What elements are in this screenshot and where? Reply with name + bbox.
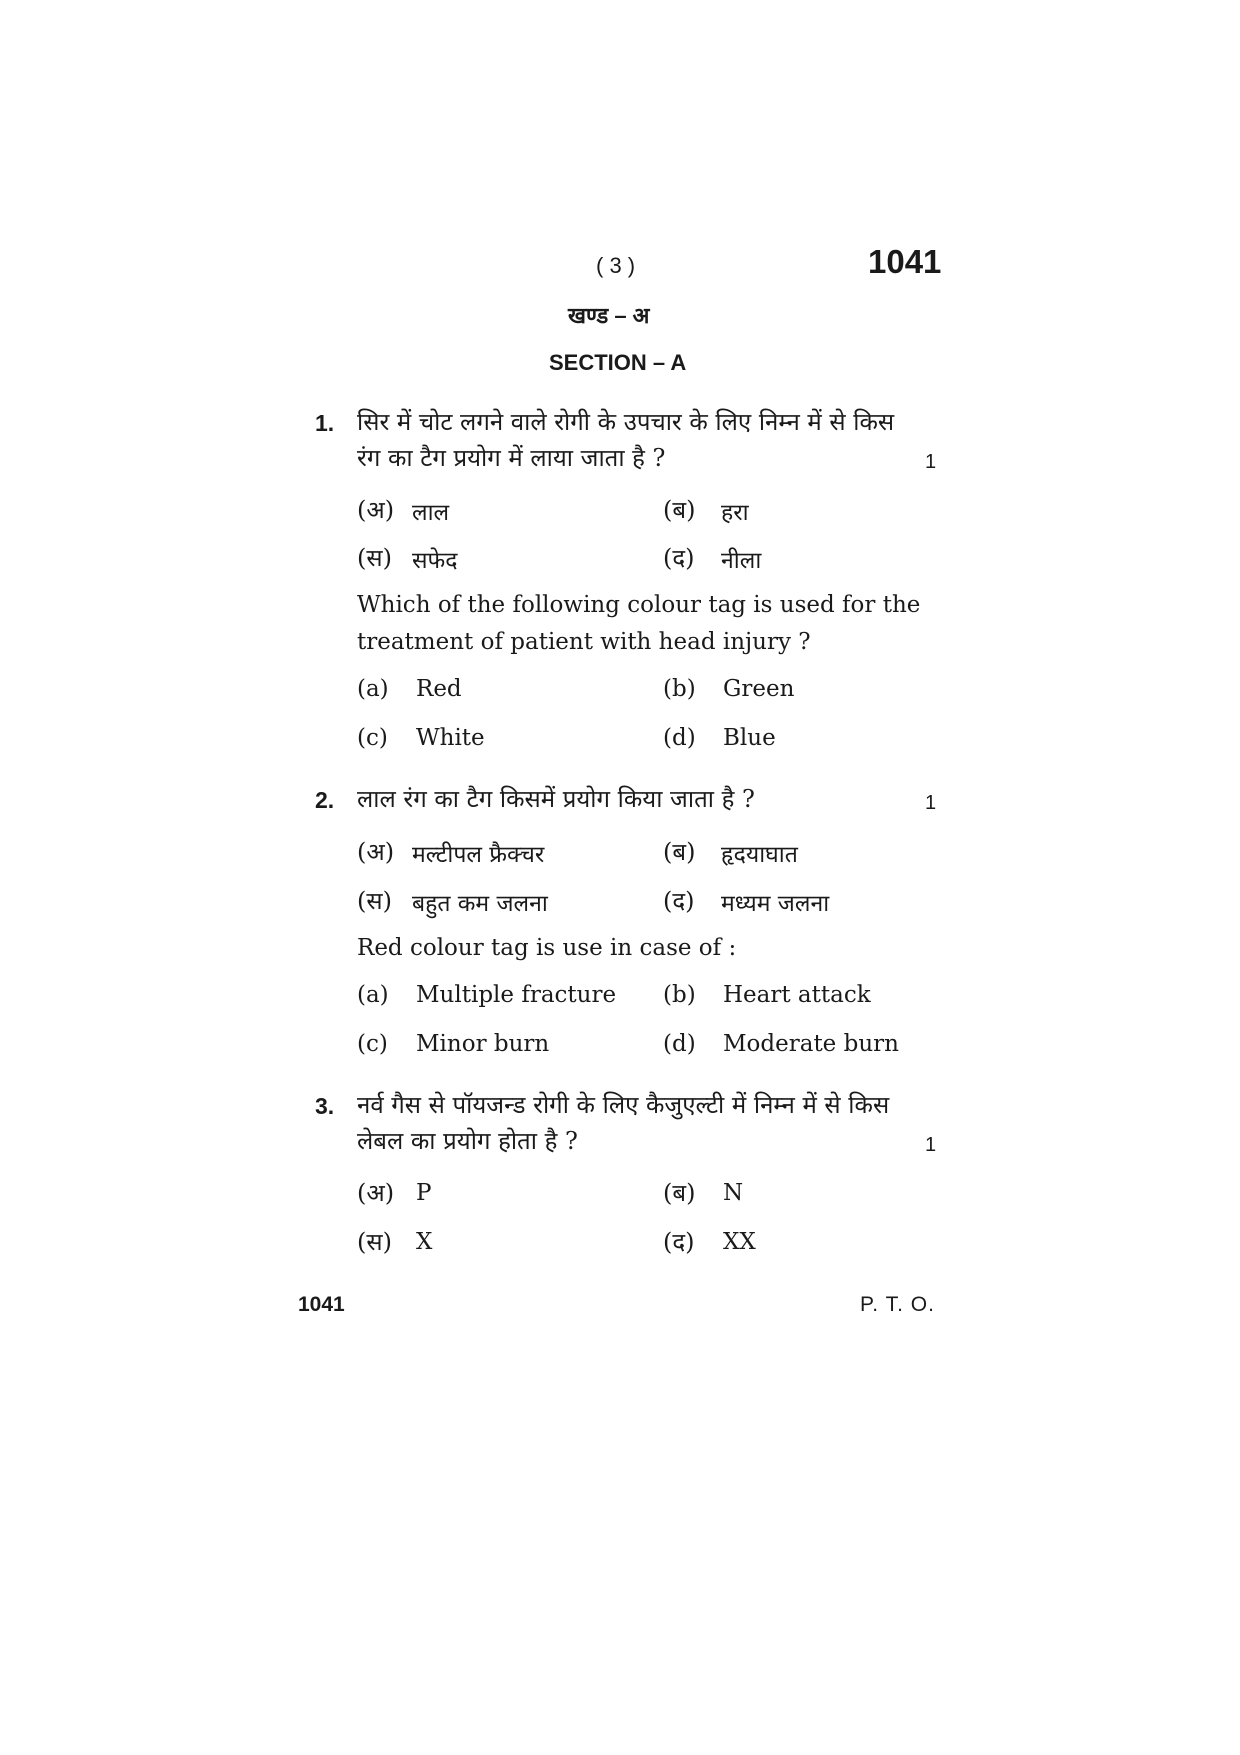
question-3-hindi-line1: नर्व गैस से पॉयजन्ड रोगी के लिए कैजुएल्टी में निम्न में से किस bbox=[357, 1091, 890, 1119]
question-2-hindi-option-c-label: (स) bbox=[357, 887, 392, 915]
question-1-english-option-c-label: (c) bbox=[357, 725, 388, 751]
question-2-english-option-c: Minor burn bbox=[416, 1031, 550, 1057]
question-3-hindi-option-b-label: (ब) bbox=[663, 1179, 696, 1207]
question-1-hindi-option-a-label: (अ) bbox=[357, 496, 395, 524]
question-3-number: 3. bbox=[315, 1093, 335, 1119]
question-2-hindi-option-b-label: (ब) bbox=[663, 838, 696, 866]
question-1-english-option-b-label: (b) bbox=[663, 676, 696, 702]
question-1-hindi-line2: रंग का टैग प्रयोग में लाया जाता है ? bbox=[357, 444, 666, 472]
question-3-hindi-option-c: X bbox=[416, 1229, 433, 1255]
question-1-english-option-b: Green bbox=[723, 676, 795, 702]
section-title-english: SECTION – A bbox=[549, 350, 687, 375]
paper-code-top: 1041 bbox=[868, 243, 942, 280]
question-1-marks: 1 bbox=[925, 451, 937, 473]
question-3-hindi-option-c-label: (स) bbox=[357, 1228, 392, 1256]
section-title-hindi: खण्ड – अ bbox=[568, 303, 650, 328]
question-3-marks: 1 bbox=[925, 1134, 937, 1156]
question-2-number: 2. bbox=[315, 787, 335, 813]
question-1-hindi-option-c-label: (स) bbox=[357, 544, 392, 572]
page-number: ( 3 ) bbox=[596, 253, 636, 278]
question-2-english-option-d-label: (d) bbox=[663, 1031, 696, 1057]
question-1-hindi-option-d-label: (द) bbox=[663, 544, 695, 572]
question-1-hindi-option-b: हरा bbox=[721, 500, 749, 526]
question-1-english-line1: Which of the following colour tag is used for the bbox=[357, 592, 921, 618]
question-2-english-option-c-label: (c) bbox=[357, 1031, 388, 1057]
question-1-english-option-c: White bbox=[416, 725, 485, 751]
please-turn-over: P. T. O. bbox=[860, 1293, 935, 1316]
question-1-english-line2: treatment of patient with head injury ? bbox=[357, 629, 811, 655]
question-2-english-option-a: Multiple fracture bbox=[416, 982, 617, 1008]
question-3-hindi-option-a: P bbox=[416, 1180, 432, 1206]
question-1-english-option-a-label: (a) bbox=[357, 676, 389, 702]
question-2-english-option-b: Heart attack bbox=[723, 982, 871, 1008]
question-2-english-option-b-label: (b) bbox=[663, 982, 696, 1008]
question-2-english-option-a-label: (a) bbox=[357, 982, 389, 1008]
paper-code-bottom: 1041 bbox=[298, 1293, 345, 1316]
question-2-hindi-option-c: बहुत कम जलना bbox=[412, 891, 548, 917]
question-1-number: 1. bbox=[315, 410, 335, 436]
question-2-hindi-option-a-label: (अ) bbox=[357, 838, 395, 866]
question-1-hindi-line1: सिर में चोट लगने वाले रोगी के उपचार के लिए निम्न में से किस bbox=[357, 408, 895, 436]
question-1-hindi-option-b-label: (ब) bbox=[663, 496, 696, 524]
question-1-hindi-option-d: नीला bbox=[721, 548, 762, 574]
question-1-english-option-d: Blue bbox=[723, 725, 776, 751]
question-1-hindi-option-a: लाल bbox=[412, 500, 450, 526]
question-3-hindi-option-d-label: (द) bbox=[663, 1228, 695, 1256]
question-3-hindi-line2: लेबल का प्रयोग होता है ? bbox=[357, 1127, 578, 1155]
question-3-hindi-option-d: XX bbox=[723, 1229, 756, 1255]
question-2-hindi-option-b: हृदयाघात bbox=[721, 842, 798, 868]
question-2-hindi-option-a: मल्टीपल फ्रैक्चर bbox=[412, 842, 545, 868]
question-2-marks: 1 bbox=[925, 792, 937, 814]
question-2-english-option-d: Moderate burn bbox=[723, 1031, 899, 1057]
question-3-hindi-option-b: N bbox=[723, 1180, 744, 1206]
question-1-english-option-a: Red bbox=[416, 676, 462, 702]
question-2-hindi-option-d: मध्यम जलना bbox=[721, 891, 830, 917]
question-2-hindi-option-d-label: (द) bbox=[663, 887, 695, 915]
question-1-english-option-d-label: (d) bbox=[663, 725, 696, 751]
question-2-english-line1: Red colour tag is use in case of : bbox=[357, 935, 737, 961]
question-2-hindi-line1: लाल रंग का टैग किसमें प्रयोग किया जाता है ? bbox=[357, 785, 755, 813]
question-1-hindi-option-c: सफेद bbox=[412, 548, 458, 574]
question-3-hindi-option-a-label: (अ) bbox=[357, 1179, 395, 1207]
